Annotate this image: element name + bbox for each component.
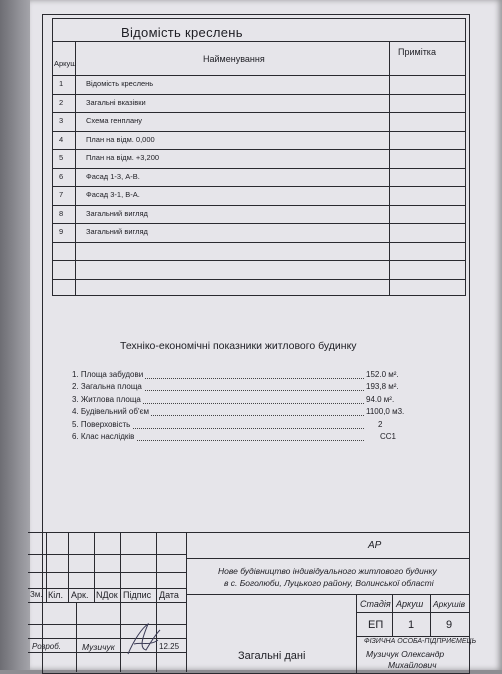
indicator-value: 2 [378,419,383,429]
drawing-name: Відомість креслень [86,79,154,88]
stamp-col-ark: Арк. [71,590,89,600]
stamp-col-ndok: NДок [96,590,118,600]
stamp-col-zm: Зм. [30,590,43,599]
indicator-value: 1100,0 м3. [366,407,405,417]
indicator-label: 4. Будівельний об'єм [72,407,150,417]
sheet-number: 3 [59,116,64,125]
sheet-number: 8 [59,208,64,218]
sheet-number: 9 [59,227,64,236]
indicators-block [52,340,462,450]
table-row [53,223,465,242]
row-divider [53,242,465,243]
sheet-number: 7 [59,190,64,199]
table-row [53,112,465,131]
table-row [53,168,465,187]
org-line-1: ФІЗИЧНА ОСОБА-ПІДПРИЄМЕЦЬ [364,638,477,645]
indicator-value: 193,8 м². [366,382,399,392]
indicators-title: Техніко-економічні показники житлового будинку [120,340,357,352]
drawing-name: Фасад 1-3, А-В. [86,171,140,181]
indicator-label: 5. Поверховість [72,419,131,429]
stamp-code: АР [368,540,382,551]
stamp-col-signature: Підпис [123,590,152,600]
drawing-name: Загальний вигляд [86,208,148,218]
table-row [53,131,465,150]
drawing-name: План на відм. +3,200 [86,153,160,162]
sheet-label: Аркуш [396,599,424,609]
indicator-row [72,395,452,407]
row-divider [53,260,465,261]
sheet-number: 6 [59,171,64,181]
project-line-1: Нове будівництво індивідуального житлового будинку [218,566,437,576]
table-row [53,205,465,224]
stamp-date: 12.25 [159,642,180,651]
project-line-2: в с. Боголюби, Луцького району, Волинської області [224,578,434,588]
drawings-title: Відомість креслень [121,25,243,40]
table-row [53,186,465,205]
sheet-value: 1 [408,619,415,631]
indicator-value: СС1 [380,432,397,441]
drawings-register [52,18,466,296]
sheet-number: 4 [59,134,64,144]
stamp-person: Музичук [82,642,115,652]
column-header-note: Примітка [398,47,436,57]
sheet-number: 2 [59,97,64,107]
stage-label: Стадія [360,599,391,609]
indicator-row [72,432,452,444]
org-line-2: Музичук Олександр [366,649,445,659]
indicator-row [72,382,452,394]
stamp-col-date: Дата [159,590,179,600]
sheets-label: Аркушів [433,599,466,609]
indicator-value: 152.0 м². [366,370,399,379]
org-line-3: Михайлович [388,660,437,670]
indicators-list [72,370,452,450]
indicator-label: 3. Житлова площа [72,394,141,404]
indicator-value: 94.0 м². [366,394,395,404]
stamp-col-kil: Кіл. [48,590,63,600]
indicator-label: 1. Площа забудови [72,370,144,379]
drawing-name: Загальний вигляд [86,227,148,236]
drawing-name: Схема генплану [86,116,143,125]
drawing-name: Фасад 3-1, В-А. [86,190,140,199]
stage-value: ЕП [368,619,384,631]
indicator-label: 6. Клас наслідків [72,432,135,441]
stamp-role: Розроб. [32,642,61,651]
column-header-sheet: Аркуш [54,59,77,68]
table-row [53,94,465,113]
indicator-row [72,407,452,419]
table-row [53,75,465,94]
sheet-number: 1 [59,79,64,88]
indicator-label: 2. Загальна площа [72,382,142,392]
document-title: Загальні дані [238,650,306,662]
indicator-row [72,420,452,432]
drawing-name: План на відм. 0,000 [86,134,155,144]
table-row [53,149,465,168]
sheets-value: 9 [446,619,453,631]
signature-scribble [124,620,164,660]
title-block [28,532,477,672]
column-header-name: Найменування [203,54,265,64]
drawing-name: Загальні вказівки [86,97,146,107]
indicator-row [72,370,452,382]
drawings-rows [53,75,465,295]
row-divider [53,279,465,280]
sheet-number: 5 [59,153,64,162]
